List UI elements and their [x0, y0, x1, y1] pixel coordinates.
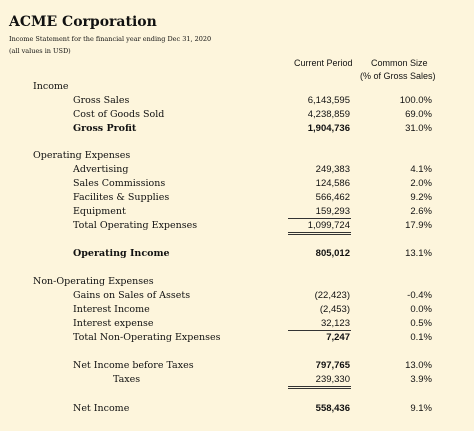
common-size-value: 13.1% — [405, 248, 432, 259]
column-header-common-size: Common Size — [371, 58, 428, 68]
row-label: Gains on Sales of Assets — [73, 290, 191, 301]
common-size-value: 100.0% — [399, 95, 432, 106]
total-double-underline — [288, 232, 351, 235]
common-size-value: 0.5% — [410, 318, 432, 329]
section-label: Income — [33, 81, 69, 92]
common-size-value: 2.6% — [410, 206, 432, 217]
common-size-value: -0.4% — [407, 290, 432, 301]
table-row-total — [0, 402, 474, 416]
company-title: ACME Corporation — [9, 14, 157, 30]
section-heading-income — [0, 80, 474, 94]
table-row — [0, 303, 474, 317]
current-value: 249,383 — [315, 164, 350, 175]
table-row — [0, 177, 474, 191]
row-label: Gross Sales — [73, 95, 130, 106]
common-size-value: 0.0% — [410, 304, 432, 315]
table-row-total — [0, 219, 474, 233]
common-size-value: 0.1% — [410, 332, 432, 343]
table-row — [0, 289, 474, 303]
table-row-total — [0, 247, 474, 261]
total-double-underline — [288, 386, 351, 389]
row-label: Interest Income — [73, 304, 150, 315]
common-size-value: 13.0% — [405, 360, 432, 371]
current-value: 239,330 — [315, 374, 350, 385]
common-size-value: 4.1% — [410, 164, 432, 175]
common-size-value: 2.0% — [410, 178, 432, 189]
row-label: Total Operating Expenses — [73, 220, 198, 231]
common-size-value: 17.9% — [405, 220, 432, 231]
current-value: 566,462 — [315, 192, 350, 203]
table-row — [0, 191, 474, 205]
row-label: Taxes — [113, 374, 141, 385]
current-value: 159,293 — [315, 206, 350, 217]
current-value: 1,099,724 — [307, 220, 350, 231]
column-header-common-size-sub: (% of Gross Sales) — [360, 71, 436, 81]
table-row — [0, 108, 474, 122]
table-row-total — [0, 331, 474, 345]
current-value: 7,247 — [326, 332, 350, 343]
current-value: (2,453) — [319, 304, 350, 315]
row-label: Net Income before Taxes — [73, 360, 194, 371]
table-row — [0, 373, 474, 387]
current-value: 558,436 — [315, 403, 350, 414]
current-value: 124,586 — [315, 178, 350, 189]
current-value: 4,238,859 — [307, 109, 350, 120]
common-size-value: 9.2% — [410, 192, 432, 203]
row-label: Facilites & Supplies — [73, 192, 170, 203]
current-value: 1,904,736 — [307, 123, 350, 134]
statement-subtitle: Income Statement for the financial year ending Dec 31, 2020 — [9, 35, 212, 43]
row-label: Interest expense — [73, 318, 154, 329]
row-label: Gross Profit — [73, 123, 137, 134]
current-value: 32,123 — [320, 318, 350, 329]
current-value: 805,012 — [315, 248, 350, 259]
common-size-value: 69.0% — [405, 109, 432, 120]
section-heading-non-operating — [0, 275, 474, 289]
row-label: Advertising — [73, 164, 129, 175]
row-label: Total Non-Operating Expenses — [73, 332, 221, 343]
row-label: Sales Commissions — [73, 178, 166, 189]
column-header-current: Current Period — [294, 58, 353, 68]
common-size-value: 3.9% — [410, 374, 432, 385]
section-label: Operating Expenses — [33, 150, 131, 161]
section-label: Non-Operating Expenses — [33, 276, 154, 287]
table-row — [0, 94, 474, 108]
common-size-value: 31.0% — [405, 123, 432, 134]
table-row-total — [0, 122, 474, 136]
values-note: (all values in USD) — [9, 47, 71, 55]
table-row — [0, 163, 474, 177]
row-label: Cost of Goods Sold — [73, 109, 165, 120]
current-value: 6,143,595 — [307, 95, 350, 106]
current-value: 797,765 — [315, 360, 350, 371]
row-label: Operating Income — [73, 248, 170, 259]
table-row-total — [0, 359, 474, 373]
table-row — [0, 205, 474, 219]
row-label: Equipment — [73, 206, 126, 217]
table-row — [0, 317, 474, 331]
common-size-value: 9.1% — [410, 403, 432, 414]
current-value: (22,423) — [314, 290, 350, 301]
section-heading-operating — [0, 149, 474, 163]
row-label: Net Income — [73, 403, 130, 414]
